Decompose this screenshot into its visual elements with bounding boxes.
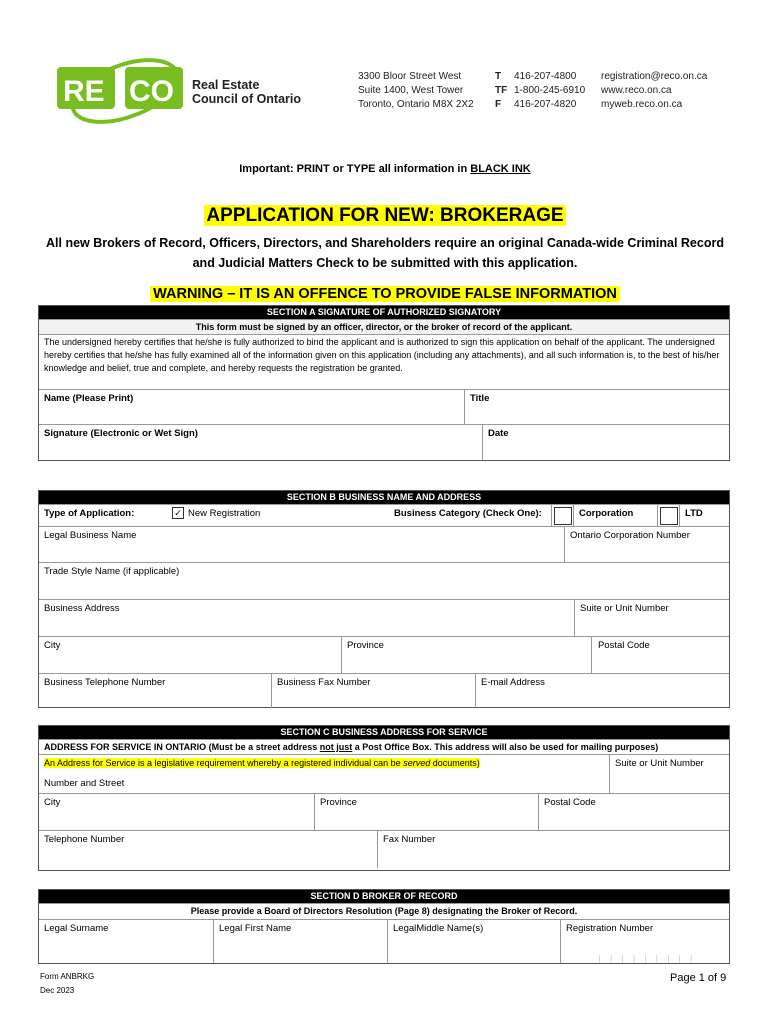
registration-number-field[interactable]: Registration Number <box>560 920 729 963</box>
checkbox-checked-icon[interactable]: ✓ <box>172 507 184 519</box>
contact-numbers: 416-207-4800 1-800-245-6910 416-207-4820 <box>514 71 586 110</box>
business-postal-field[interactable]: Postal Code <box>591 637 729 673</box>
business-province-field[interactable]: Province <box>341 637 591 673</box>
business-fax-field[interactable]: Business Fax Number <box>271 674 475 708</box>
service-city-field[interactable]: City <box>44 797 61 808</box>
warning-banner: WARNING – IT IS AN OFFENCE TO PROVIDE FALSE INFORMATION <box>0 285 770 303</box>
legislative-note: An Address for Service is a legislative requirement whereby a registered individual can be served documents) <box>44 758 480 768</box>
section-c-heading: SECTION C BUSINESS ADDRESS FOR SERVICE <box>39 726 729 739</box>
legal-first-name-field[interactable]: Legal First Name <box>213 920 387 963</box>
section-d <box>38 889 730 964</box>
service-address-note: ADDRESS FOR SERVICE IN ONTARIO (Must be a street address not just a Post Office Box. This address will also be used for mailing purposes) <box>44 742 659 752</box>
office-address: 3300 Bloor Street West Suite 1400, West Tower Toronto, Ontario M8X 2X2 <box>358 71 474 110</box>
name-title-row <box>39 389 729 424</box>
section-b <box>38 490 730 708</box>
page-title: APPLICATION FOR NEW: BROKERAGE <box>206 205 564 226</box>
reco-logo <box>55 45 185 135</box>
trade-style-field[interactable]: Trade Style Name (if applicable) <box>44 566 180 577</box>
ltd-checkbox[interactable] <box>657 505 679 526</box>
signature-date-row <box>39 424 729 460</box>
number-street-field[interactable]: An Address for Service is a legislative requirement whereby a registered individual can be served documents) Number and Street <box>39 755 609 793</box>
service-phone-field[interactable]: Telephone Number <box>44 834 125 845</box>
service-province-field[interactable]: Province <box>314 794 538 830</box>
corporation-label: Corporation <box>573 505 657 526</box>
signature-field[interactable]: Signature (Electronic or Wet Sign) <box>44 428 198 439</box>
date-field[interactable]: Date <box>482 425 729 460</box>
logo-text-right: CO <box>129 75 174 108</box>
section-d-heading: SECTION D BROKER OF RECORD <box>39 890 729 903</box>
contact-labels: T TF F <box>495 71 508 110</box>
section-a-note: This form must be signed by an officer, director, or the broker of record of the applicant. <box>195 322 573 332</box>
legal-business-name-field[interactable]: Legal Business Name <box>44 530 137 541</box>
section-d-note: Please provide a Board of Directors Resolution (Page 8) designating the Broker of Record. <box>190 906 578 916</box>
application-type-row <box>39 504 729 526</box>
ltd-label: LTD <box>679 505 729 526</box>
section-a-heading: SECTION A SIGNATURE OF AUTHORIZED SIGNATORY <box>39 306 729 319</box>
certification-text: The undersigned hereby certifies that he/she is fully authorized to bind the applicant and is authorized to sign this application on behalf of the applicant. The undersigned hereby certifies that he/she has fully examined all of the information given on this application (including any attachments), and all such information is, to the best of his/her knowledge and belief, true and complete, and hereby requests the registration be granted. <box>44 337 720 373</box>
business-suite-field[interactable]: Suite or Unit Number <box>574 600 729 636</box>
logo-text-left: RE <box>63 75 105 108</box>
legal-middle-name-field[interactable]: LegalMiddle Name(s) <box>387 920 560 963</box>
title-field[interactable]: Title <box>464 390 729 424</box>
page-number: Page 1 of 9 <box>670 972 727 984</box>
important-note: Important: PRINT or TYPE all information in BLACK INK <box>239 163 531 175</box>
legal-surname-field[interactable]: Legal Surname <box>44 923 109 934</box>
business-email-field[interactable]: E-mail Address <box>475 674 729 708</box>
category-label: Business Category (Check One): <box>394 508 542 519</box>
subtitle: All new Brokers of Record, Officers, Directors, and Shareholders require an original Canada-wide Criminal Record and Judicial Matters Check to be submitted with this application. <box>46 236 724 270</box>
section-a <box>38 305 730 461</box>
business-phone-field[interactable]: Business Telephone Number <box>44 677 166 688</box>
type-label: Type of Application: <box>44 508 135 519</box>
service-postal-field[interactable]: Postal Code <box>538 794 729 830</box>
section-c <box>38 725 730 871</box>
service-fax-field[interactable]: Fax Number <box>377 831 729 868</box>
corporation-checkbox[interactable] <box>551 505 573 526</box>
name-field[interactable]: Name (Please Print) <box>44 393 134 404</box>
service-suite-field[interactable]: Suite or Unit Number <box>609 755 729 793</box>
ontario-corp-number-field[interactable]: Ontario Corporation Number <box>564 527 729 562</box>
new-registration-option[interactable]: ✓ New Registration <box>167 505 367 526</box>
web-contacts[interactable]: registration@reco.on.ca www.reco.on.ca myweb.reco.on.ca <box>601 71 708 110</box>
section-b-heading: SECTION B BUSINESS NAME AND ADDRESS <box>39 491 729 504</box>
business-city-field[interactable]: City <box>44 640 61 651</box>
org-name: Real Estate Council of Ontario <box>192 78 302 106</box>
registration-digit-ticks <box>561 955 731 963</box>
form-id: Form ANBRKG Dec 2023 <box>40 972 95 995</box>
business-address-field[interactable]: Business Address <box>44 603 120 614</box>
